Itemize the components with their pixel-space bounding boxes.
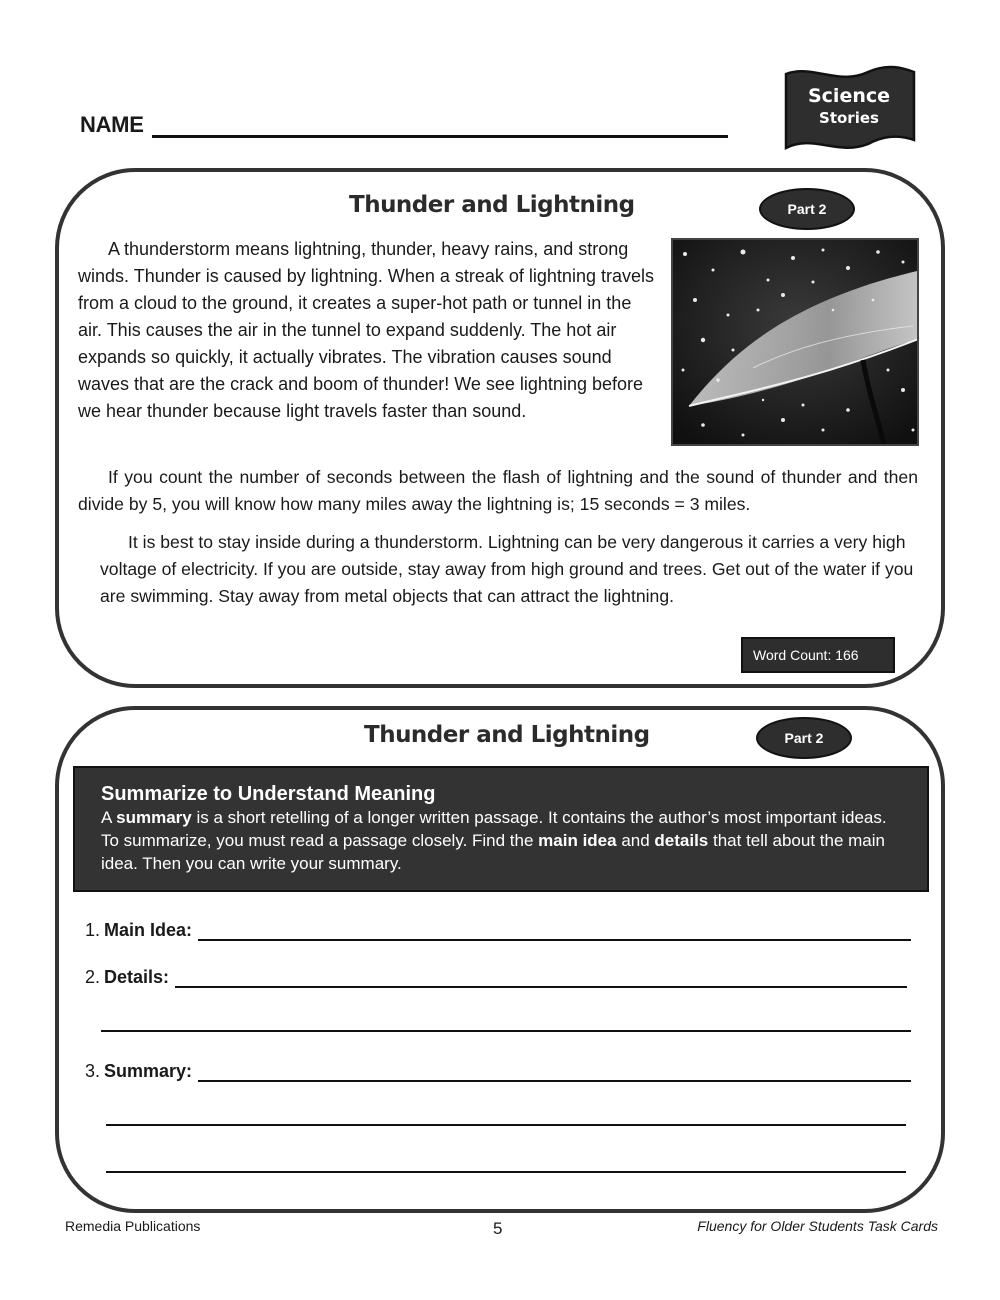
summary-answer-line[interactable]: [198, 1062, 911, 1082]
footer-series-title: Fluency for Older Students Task Cards: [697, 1218, 938, 1234]
part-badge: Part 2: [759, 188, 855, 230]
activity-card: [55, 706, 945, 1213]
word-count-badge: Word Count: 166: [741, 637, 895, 673]
question-main-idea: 1. Main Idea:: [85, 920, 911, 941]
passage-paragraph-2: If you count the number of seconds between the flash of lightning and the sound of thunder and then divide by 5, you will know how many miles away the lightning is; 15 seconds = 3 miles.: [78, 467, 918, 514]
instructions-body: A summary is a short retelling of a longer written passage. It contains the author’s most important ideas. To summarize, you must read a passage closely. Find the main idea and details that tell about the main idea. Then you can write your summary.: [101, 808, 887, 873]
footer-publisher: Remedia Publications: [65, 1218, 201, 1234]
science-stories-banner: [783, 64, 919, 156]
summary-answer-line-2[interactable]: [106, 1124, 906, 1126]
summary-answer-line-3[interactable]: [106, 1171, 906, 1173]
passage-paragraph-3: It is best to stay inside during a thunderstorm. Lightning can be very dangerous it carries a very high voltage of electricity. If you are outside, stay away from high ground and trees. Get out of the water if you are swimming. Stay away from metal objects that can attract the lightning.: [100, 532, 914, 606]
details-answer-line-2[interactable]: [101, 1030, 911, 1032]
card-title: Thunder and Lightning: [364, 722, 650, 748]
instructions-heading: Summarize to Understand Meaning: [101, 783, 436, 805]
card-title: Thunder and Lightning: [349, 192, 635, 218]
instructions-box: [73, 766, 929, 892]
name-field-row: [80, 112, 728, 138]
passage-paragraph-1: A thunderstorm means lightning, thunder, heavy rains, and strong winds. Thunder is caused by lightning. When a streak of lightning travels from a cloud to the ground, it creates a super-hot path or tunnel in the air. This causes the air in the tunnel to expand suddenly. The hot air expands so quickly, it actually vibrates. The vibration causes sound waves that are the crack and boom of thunder! We see lightning before we hear thunder because light travels faster than sound.: [78, 239, 654, 421]
reading-card: [55, 168, 945, 688]
rain-umbrella-photo: [671, 238, 919, 446]
banner-subtitle: Stories: [819, 109, 879, 127]
name-label: NAME: [80, 112, 144, 137]
banner-title: Science: [807, 85, 891, 107]
question-summary: 3. Summary:: [85, 1061, 911, 1082]
main-idea-answer-line[interactable]: [198, 921, 911, 941]
name-blank-line[interactable]: [152, 116, 728, 138]
part-badge: Part 2: [756, 717, 852, 759]
page-number: 5: [493, 1219, 503, 1238]
question-details: 2. Details:: [85, 967, 907, 988]
details-answer-line[interactable]: [175, 968, 907, 988]
